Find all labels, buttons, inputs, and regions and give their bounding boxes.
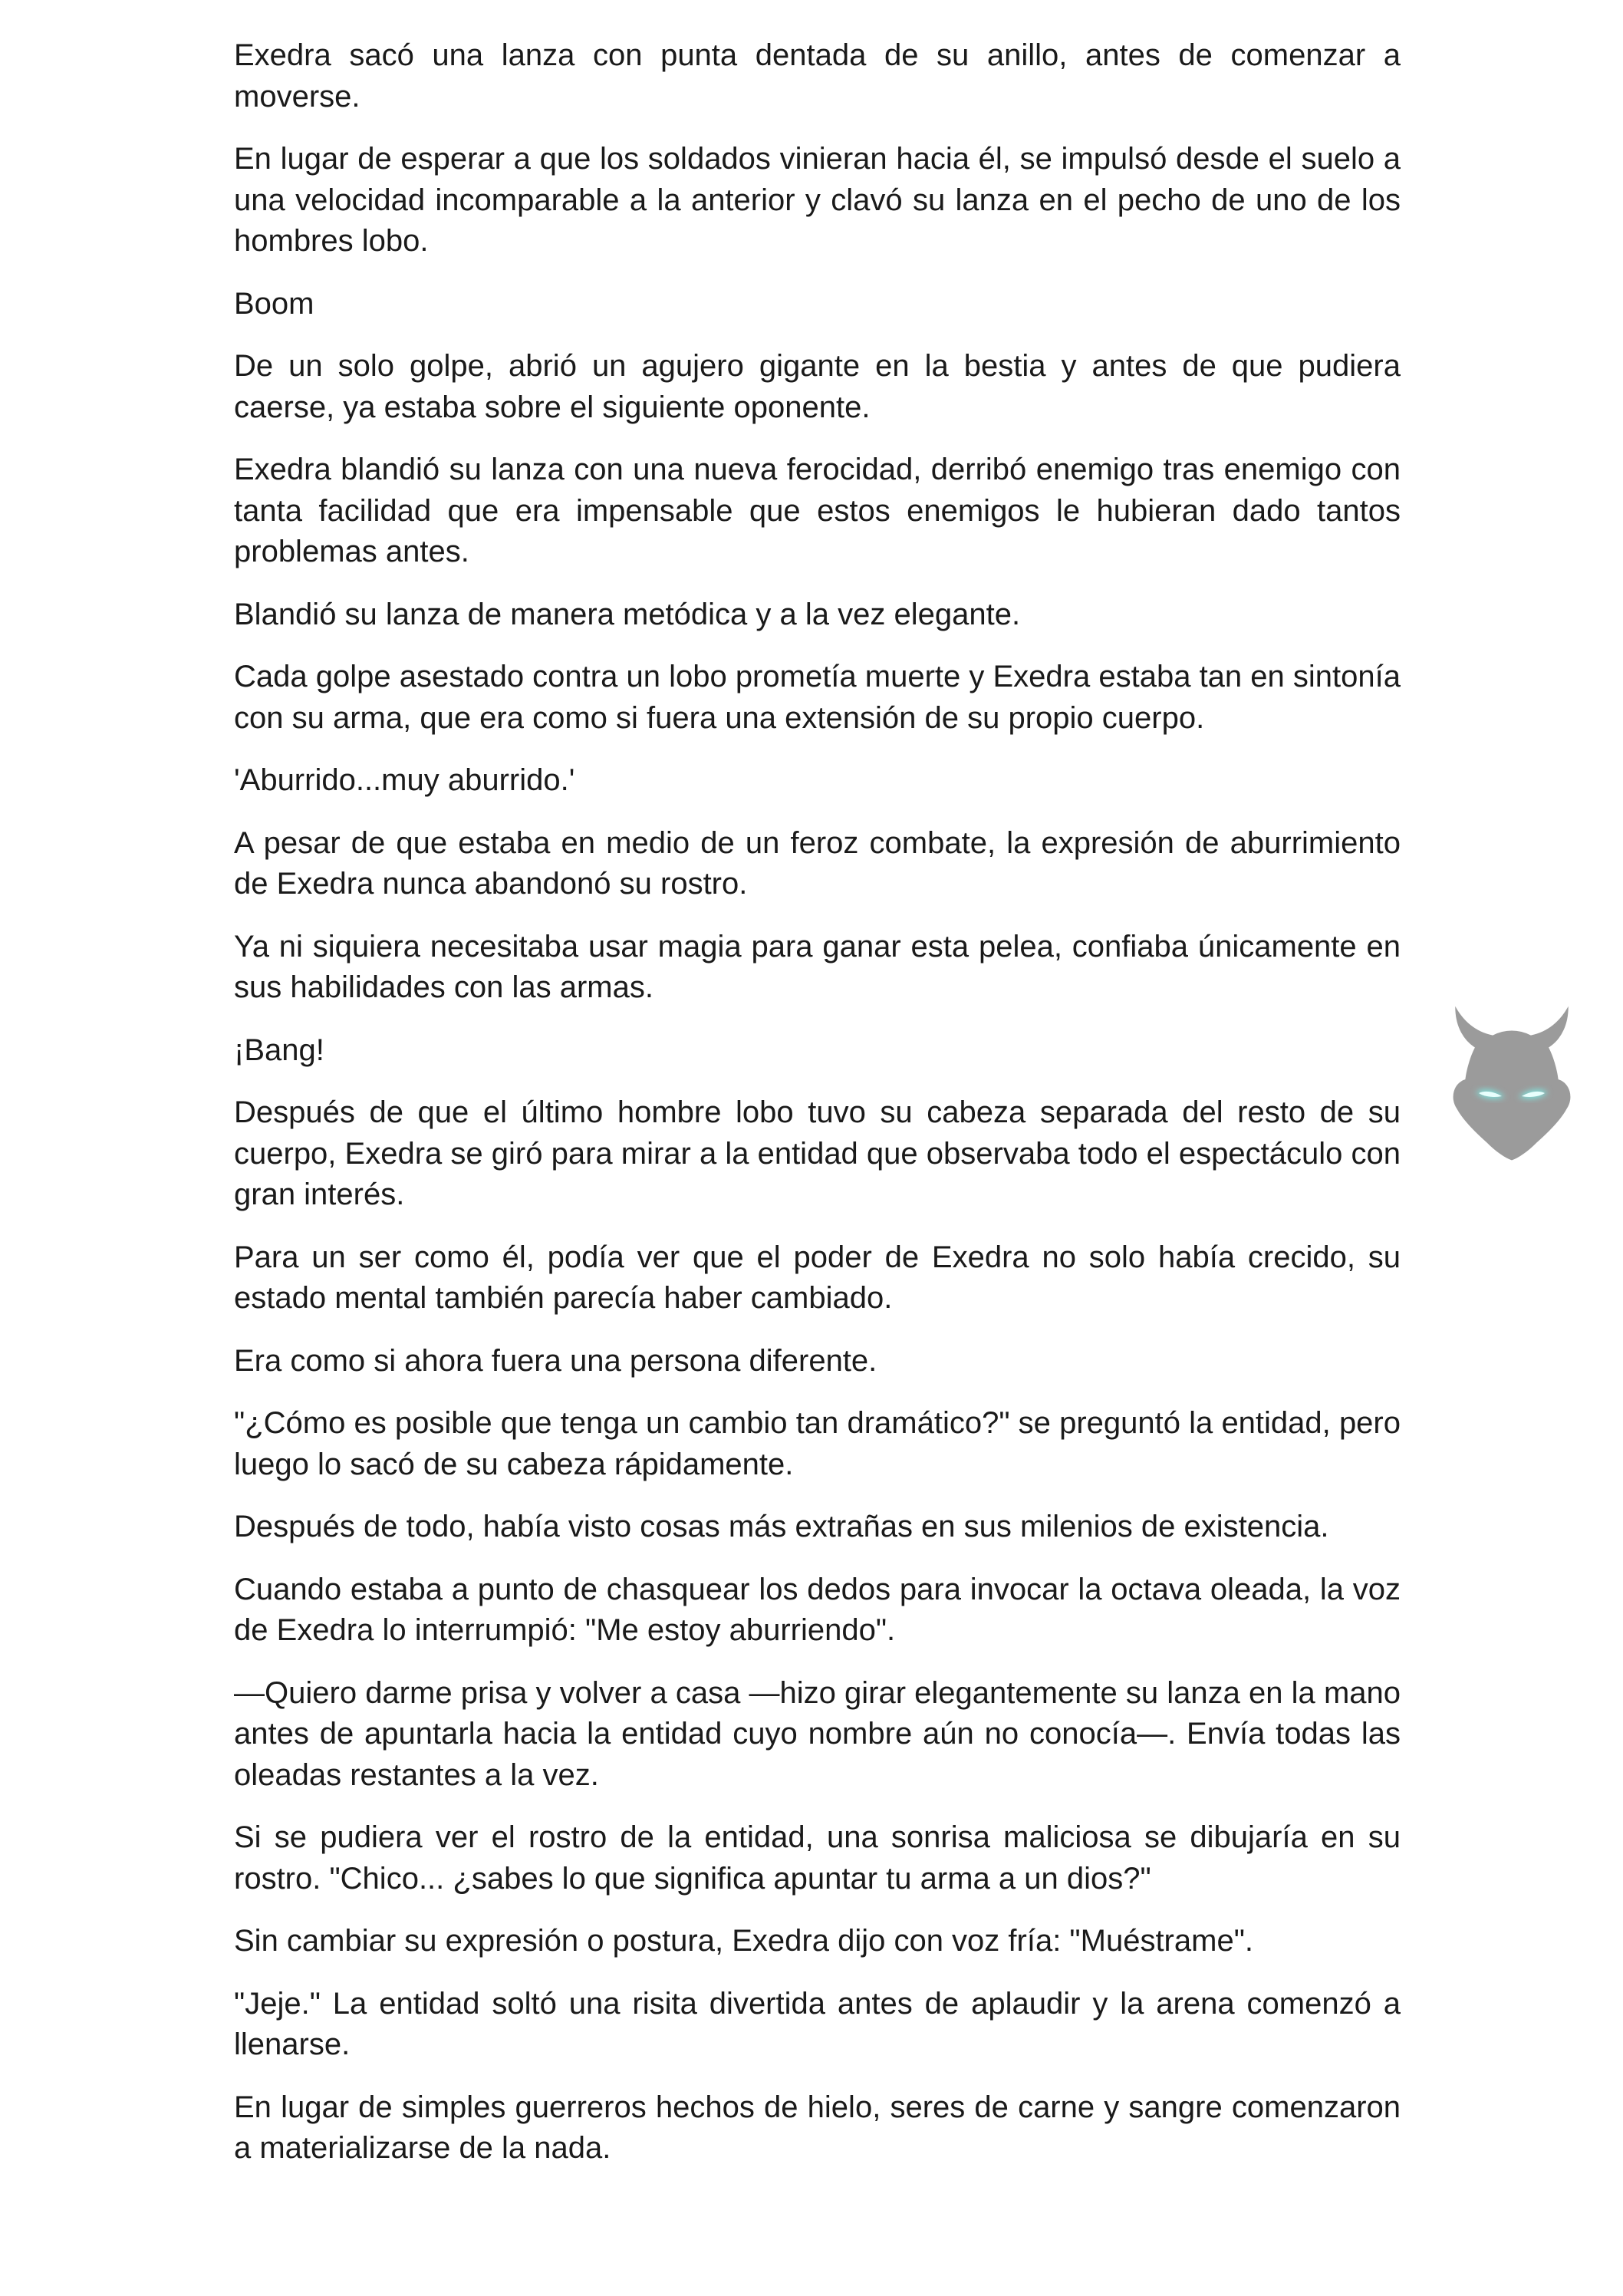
paragraph-20: Sin cambiar su expresión o postura, Exedra dijo con voz fría: "Muéstrame". xyxy=(234,1924,1254,1958)
body-text xyxy=(234,35,1401,2191)
paragraph-15: "¿Cómo es posible que tenga un cambio tan dramático?" se preguntó la entidad, pero luego lo sacó de su cabeza rápidamente. xyxy=(234,1406,1401,1481)
paragraph-17: Cuando estaba a punto de chasquear los dedos para invocar la octava oleada, la voz de Exedra lo interrumpió: "Me estoy aburriendo". xyxy=(234,1572,1401,1647)
paragraph-2: En lugar de esperar a que los soldados vinieran hacia él, se impulsó desde el suelo a una velocidad incomparable a la anterior y clavó su lanza en el pecho de uno de los hombres lobo. xyxy=(234,142,1401,258)
paragraph-3: Boom xyxy=(234,286,314,321)
paragraph-18: —Quiero darme prisa y volver a casa —hizo girar elegantemente su lanza en la mano antes de apuntarla hacia la entidad cuyo nombre aún no conocía—. Envía todas las oleadas restantes a la vez. xyxy=(234,1675,1401,1792)
paragraph-22: En lugar de simples guerreros hechos de hielo, seres de carne y sangre comenzaron a materializarse de la nada. xyxy=(234,2090,1401,2165)
paragraph-7: Cada golpe asestado contra un lobo prometía muerte y Exedra estaba tan en sintonía con su arma, que era como si fuera una extensión de su propio cuerpo. xyxy=(234,660,1401,735)
paragraph-11: ¡Bang! xyxy=(234,1033,324,1067)
paragraph-4: De un solo golpe, abrió un agujero gigante en la bestia y antes de que pudiera caerse, ya estaba sobre el siguiente oponente. xyxy=(234,349,1401,424)
paragraph-14: Era como si ahora fuera una persona diferente. xyxy=(234,1343,877,1378)
watermark-head-shape xyxy=(1452,1002,1572,1161)
paragraph-21: "Jeje." La entidad soltó una risita divertida antes de aplaudir y la arena comenzó a llenarse. xyxy=(234,1986,1401,2061)
paragraph-5: Exedra blandió su lanza con una nueva ferocidad, derribó enemigo tras enemigo con tanta facilidad que era impensable que estos enemigos le hubieran dado tantos problemas antes. xyxy=(234,453,1401,568)
paragraph-1: Exedra sacó una lanza con punta dentada de su anillo, antes de comenzar a moverse. xyxy=(234,38,1401,114)
paragraph-10: Ya ni siquiera necesitaba usar magia para ganar esta pelea, confiaba únicamente en sus habilidades con las armas. xyxy=(234,929,1401,1004)
paragraph-9: A pesar de que estaba en medio de un feroz combate, la expresión de aburrimiento de Exedra nunca abandonó su rostro. xyxy=(234,825,1401,901)
paragraph-8: 'Aburrido...muy aburrido.' xyxy=(234,763,575,797)
paragraph-13: Para un ser como él, podía ver que el poder de Exedra no solo había crecido, su estado mental también parecía haber cambiado. xyxy=(234,1240,1401,1315)
paragraph-19: Si se pudiera ver el rostro de la entidad, una sonrisa maliciosa se dibujaría en su rostro. "Chico... ¿sabes lo que significa apuntar tu arma a un dios?" xyxy=(234,1820,1401,1896)
paragraph-12: Después de que el último hombre lobo tuvo su cabeza separada del resto de su cuerpo, Exedra se giró para mirar a la entidad que observaba todo el espectáculo con gran interés. xyxy=(234,1095,1401,1211)
horned-head-icon xyxy=(1439,994,1585,1168)
paragraph-6: Blandió su lanza de manera metódica y a la vez elegante. xyxy=(234,597,1021,631)
paragraph-16: Después de todo, había visto cosas más extrañas en sus milenios de existencia. xyxy=(234,1510,1329,1543)
